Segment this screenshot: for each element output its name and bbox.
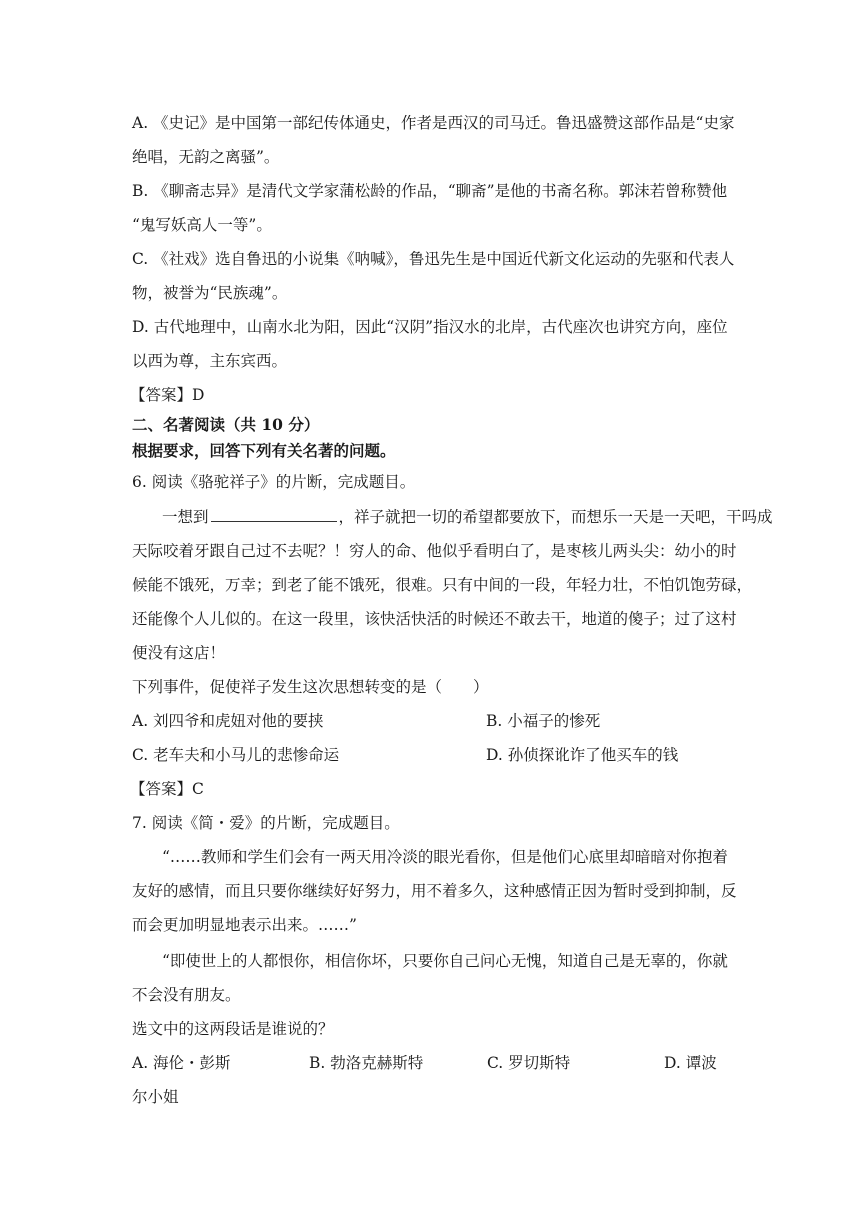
q7-option-d-wrap: 尔小姐 xyxy=(132,1088,179,1106)
section-heading: 二、名著阅读（共 10 分） xyxy=(132,415,320,434)
q7-para2-line1: “即使世上的人都恨你，相信你坏，只要你自己问心无愧，知道自己是无辜的，你就 xyxy=(162,952,728,970)
q7-question: 选文中的这两段话是谁说的？ xyxy=(132,1020,334,1038)
q7-para1-line1: “……教师和学生们会有一两天用冷淡的眼光看你，但是他们心底里却暗暗对你抱着 xyxy=(162,848,728,866)
q5-option-b-line2: “鬼写妖高人一等”。 xyxy=(132,216,272,234)
fill-in-blank xyxy=(211,507,337,522)
q7-option-a: A. 海伦・彭斯 xyxy=(132,1054,231,1072)
q6-stem: 6. 阅读《骆驼祥子》的片断，完成题目。 xyxy=(132,473,416,491)
q6-option-b: B. 小福子的惨死 xyxy=(486,712,601,730)
q5-option-d-line1: D. 古代地理中，山南水北为阳，因此“汉阴”指汉水的北岸，古代座次也讲究方向，座位 xyxy=(132,318,728,336)
q6-passage-line3: 候能不饿死，万幸；到老了能不饿死，很难。只有中间的一段，年轻力壮，不怕饥饱劳碌， xyxy=(132,576,753,594)
q5-option-a-line1: A. 《史记》是中国第一部纪传体通史，作者是西汉的司马迁。鲁迅盛赞这部作品是“史家 xyxy=(132,114,735,132)
q5-option-c-line1: C. 《社戏》选自鲁迅的小说集《呐喊》，鲁迅先生是中国近代新文化运动的先驱和代表人 xyxy=(132,250,735,268)
q7-para1-line2: 友好的感情，而且只要你继续好好努力，用不着多久，这种感情正因为暂时受到抑制，反 xyxy=(132,882,737,900)
q7-para1-line3: 而会更加明显地表示出来。……” xyxy=(132,916,357,934)
q6-option-c: C. 老车夫和小马儿的悲惨命运 xyxy=(132,746,340,764)
q6-option-a: A. 刘四爷和虎妞对他的要挟 xyxy=(132,712,324,730)
section-instruction: 根据要求，回答下列有关名著的问题。 xyxy=(132,441,396,460)
q7-option-d: D. 谭波 xyxy=(664,1054,717,1072)
q6-question: 下列事件，促使祥子发生这次思想转变的是（ ） xyxy=(132,678,489,696)
q6-passage-line1 xyxy=(162,507,773,527)
q5-option-c-line2: 物，被誉为“民族魂”。 xyxy=(132,284,288,302)
q5-option-a-line2: 绝唱，无韵之离骚”。 xyxy=(132,148,280,166)
q7-option-b: B. 勃洛克赫斯特 xyxy=(309,1054,424,1072)
q7-stem: 7. 阅读《简・爱》的片断，完成题目。 xyxy=(132,814,400,832)
q6-option-d: D. 孙侦探讹诈了他买车的钱 xyxy=(486,746,679,764)
q5-option-d-line2: 以西为尊，主东宾西。 xyxy=(132,352,288,370)
q6-passage-line5: 便没有这店！ xyxy=(132,644,226,662)
q5-option-b-line1: B. 《聊斋志异》是清代文学家蒲松龄的作品，“聊斋”是他的书斋名称。郭沫若曾称赞他 xyxy=(132,182,728,200)
q6-passage-prefix: 一想到 xyxy=(162,508,209,526)
q5-answer: 【答案】D xyxy=(130,386,205,404)
q6-answer: 【答案】C xyxy=(130,780,204,798)
q7-option-c: C. 罗切斯特 xyxy=(487,1054,571,1072)
q6-passage-line4: 还能像个人儿似的。在这一段里，该快活快活的时候还不敢去干，地道的傻子；过了这村 xyxy=(132,610,737,628)
q6-passage-line2: 天际咬着牙跟自己过不去呢？！穷人的命、他似乎看明白了，是枣核儿两头尖：幼小的时 xyxy=(132,542,737,560)
q7-para2-line2: 不会没有朋友。 xyxy=(132,986,241,1004)
q6-passage-suffix: ，祥子就把一切的希望都要放下，而想乐一天是一天吧，干吗成 xyxy=(338,508,773,526)
